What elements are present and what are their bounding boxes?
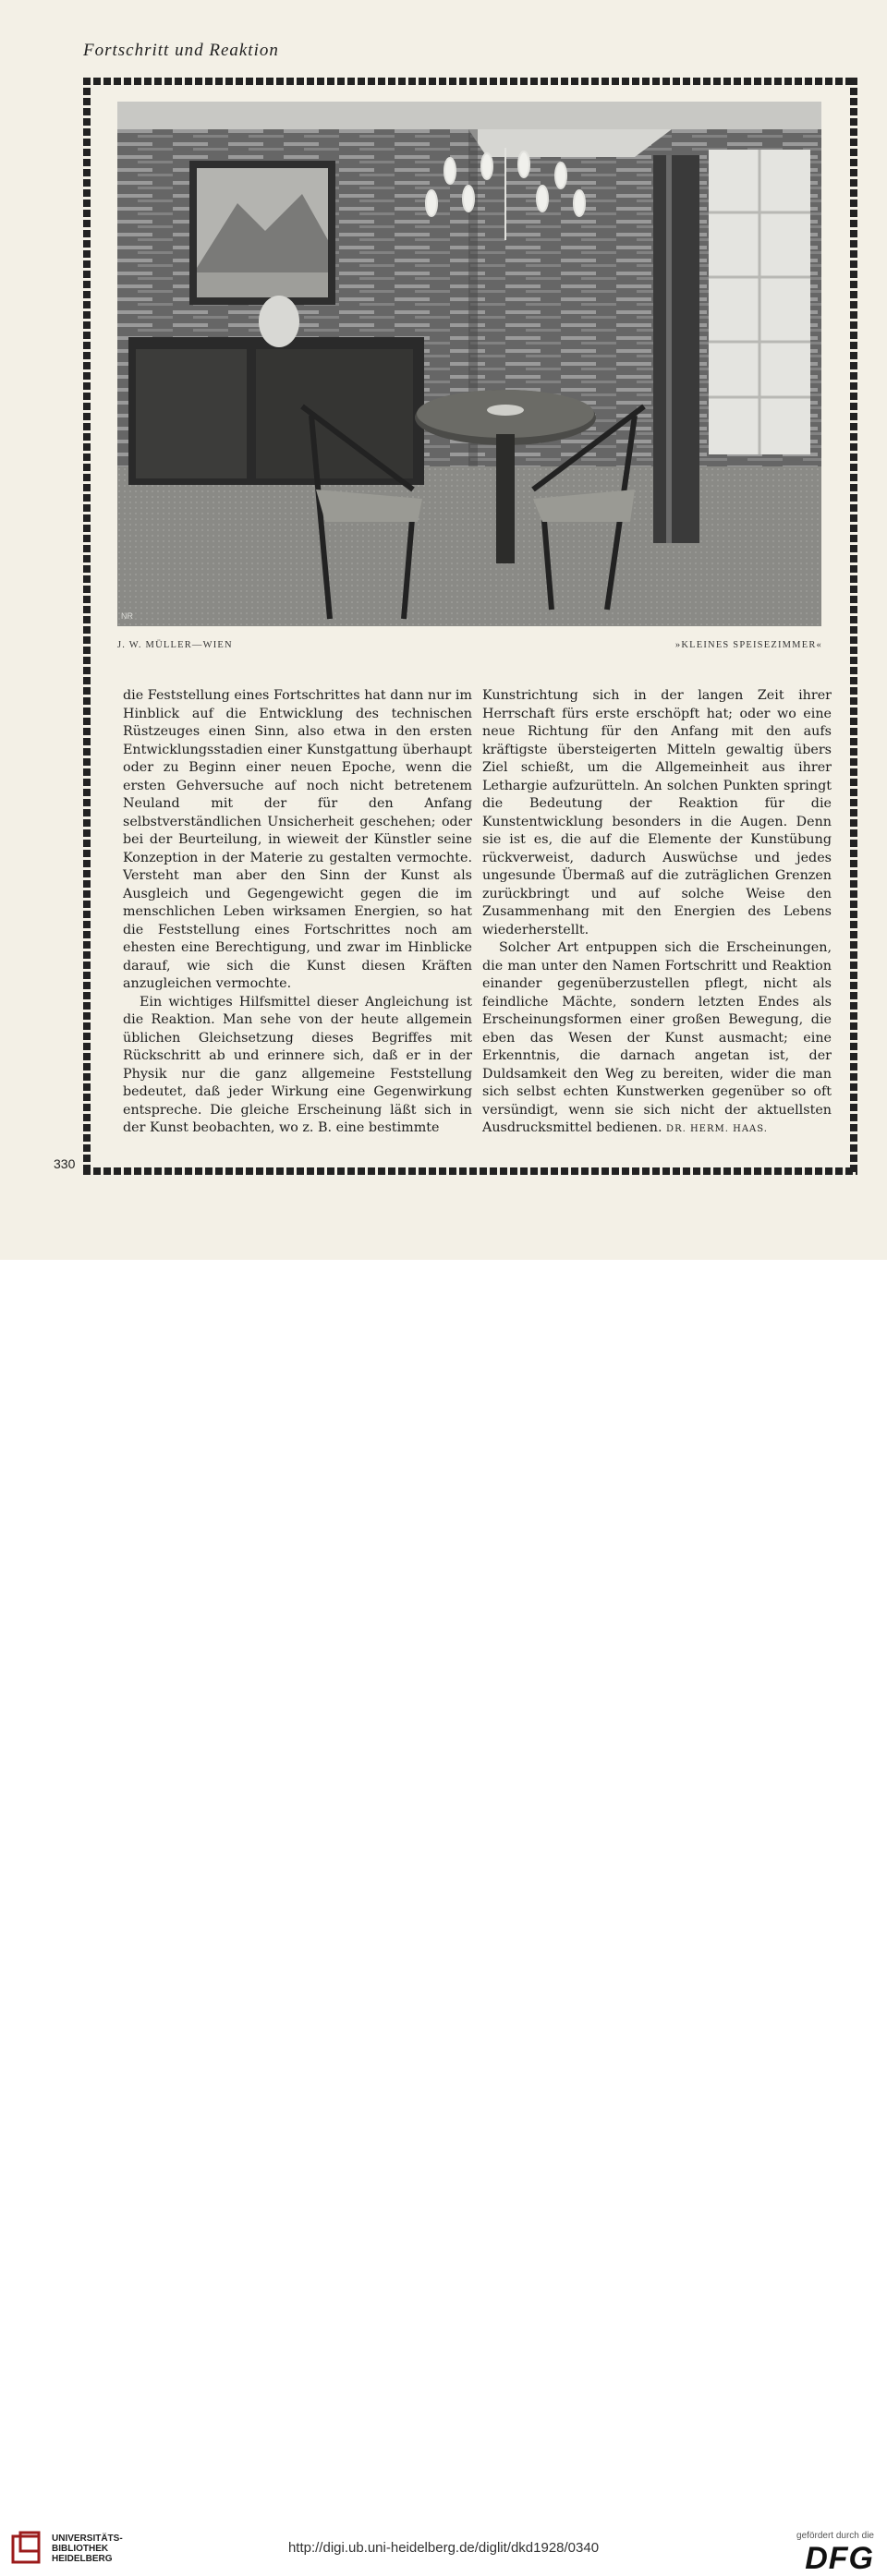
- library-name-line3: HEIDELBERG: [52, 2553, 113, 2564]
- border-left: [83, 78, 91, 1175]
- digitization-footer: [0, 1260, 887, 2576]
- author-signature: DR. HERM. HAAS.: [666, 1124, 768, 1134]
- border-top: [83, 78, 857, 85]
- page-number: 330: [54, 1156, 76, 1171]
- funder-name: DFG: [805, 2541, 874, 2576]
- running-head: Fortschritt und Reaktion: [83, 41, 279, 60]
- photo-caption-title: »KLEINES SPEISEZIMMER«: [674, 640, 822, 650]
- right-paragraph: Kunstrichtung sich in der langen Zeit ihrer Herrschaft fürs erste erschöpft hat; oder wo eine neue Richtung für den Anfang mit den aufs kräftigste übersteigerten Mitteln gewaltig übers Ziel schießt, um die Allgemeinheit aus ihrer Lethargie aufzurütteln. An solchen Punkten springt die Bedeutung der Reaktion für die Kunstentwicklung besonders in die Augen. Denn sie ist es, die auf die Elemente der Kunstübung rückverweist, dadurch Auswüchse und jedes ungesunde Übermaß auf die zuträglichen Grenzen zurückbringt und auf solche Weise den Zusammenhang mit den Energien des Lebens wiederherstellt.: [482, 688, 832, 937]
- article-right-column: [482, 687, 832, 1139]
- left-paragraph: Ein wichtiges Hilfsmittel dieser Angleichung ist die Reaktion. Man sehe von der heute allgemein üblichen Gleichsetzung dieses Begriffes mit Rückschritt ab und erinnere sich, daß er in der Physik nur die ganz allgemeine Feststellung bedeutet, daß jeder Wirkung eine Gegenwirkung entspreche. Die gleiche Erscheinung läßt sich in der Kunst beobachten, wo z. B. eine bestimmte: [123, 994, 472, 1135]
- funding-note: gefördert durch die: [796, 2531, 874, 2541]
- library-name-line1: UNIVERSITÄTS-: [52, 2533, 123, 2544]
- right-paragraph-text: Solcher Art entpuppen sich die Erscheinungen, die man unter den Namen Fortschritt und Reaktion einander gegenüberzustellen pflegt, nicht als feindliche Mächte, sondern letzten Endes als Erscheinungsformen einer großen Bewegung, die eben das Wesen der Kunst ausmacht; eine Erkenntnis, die darnach angetan ist, der Duldsamkeit den Weg zu bereiten, wider die man sich selbst echten Kunstwerken gegenüber so oft versündigt, wenn sie sich nicht der aktuellsten Ausdrucksmittel bedienen.: [482, 940, 832, 1135]
- border-bottom: [83, 1167, 857, 1175]
- right-paragraph: [482, 939, 832, 1139]
- photo-monogram: NR: [121, 611, 133, 621]
- source-url[interactable]: http://digi.ub.uni-heidelberg.de/diglit/dkd1928/0340: [287, 2540, 600, 2556]
- dining-room-photo: [117, 102, 821, 626]
- scanned-page: [0, 0, 887, 1260]
- library-name-line2: BIBLIOTHEK: [52, 2543, 109, 2554]
- left-paragraph: die Feststellung eines Fortschrittes hat dann nur im Hinblick auf die Entwicklung des technischen Rüstzeuges einen Sinn, also etwa in den ersten Entwicklungsstadien einer Kunstgattung überhaupt oder zu Beginn einer neuen Epoche, wenn die ersten Gehversuche auf noch nicht betretenem Neuland mit der für den Anfang selbstverständlichen Unsicherheit geschehen; oder bei der Beurteilung, in wieweit der Künstler seine Konzeption in der Materie zu gestalten vermochte. Versteht man aber den Sinn der Kunst als Ausgleich und Gegengewicht gegen die im menschlichen Leben wirksamen Energien, so hat die Feststellung eines Fortschrittes noch am ehesten eine Berechtigung, und zwar im Hinblicke darauf, wie sich die Kunst diesen Kräften anzugleichen vermochte.: [123, 688, 472, 991]
- photo-caption-artist: J. W. MÜLLER—WIEN: [117, 640, 233, 650]
- border-right: [850, 78, 857, 1175]
- article-left-column: [123, 687, 472, 1138]
- funder-logo[interactable]: [796, 2531, 874, 2576]
